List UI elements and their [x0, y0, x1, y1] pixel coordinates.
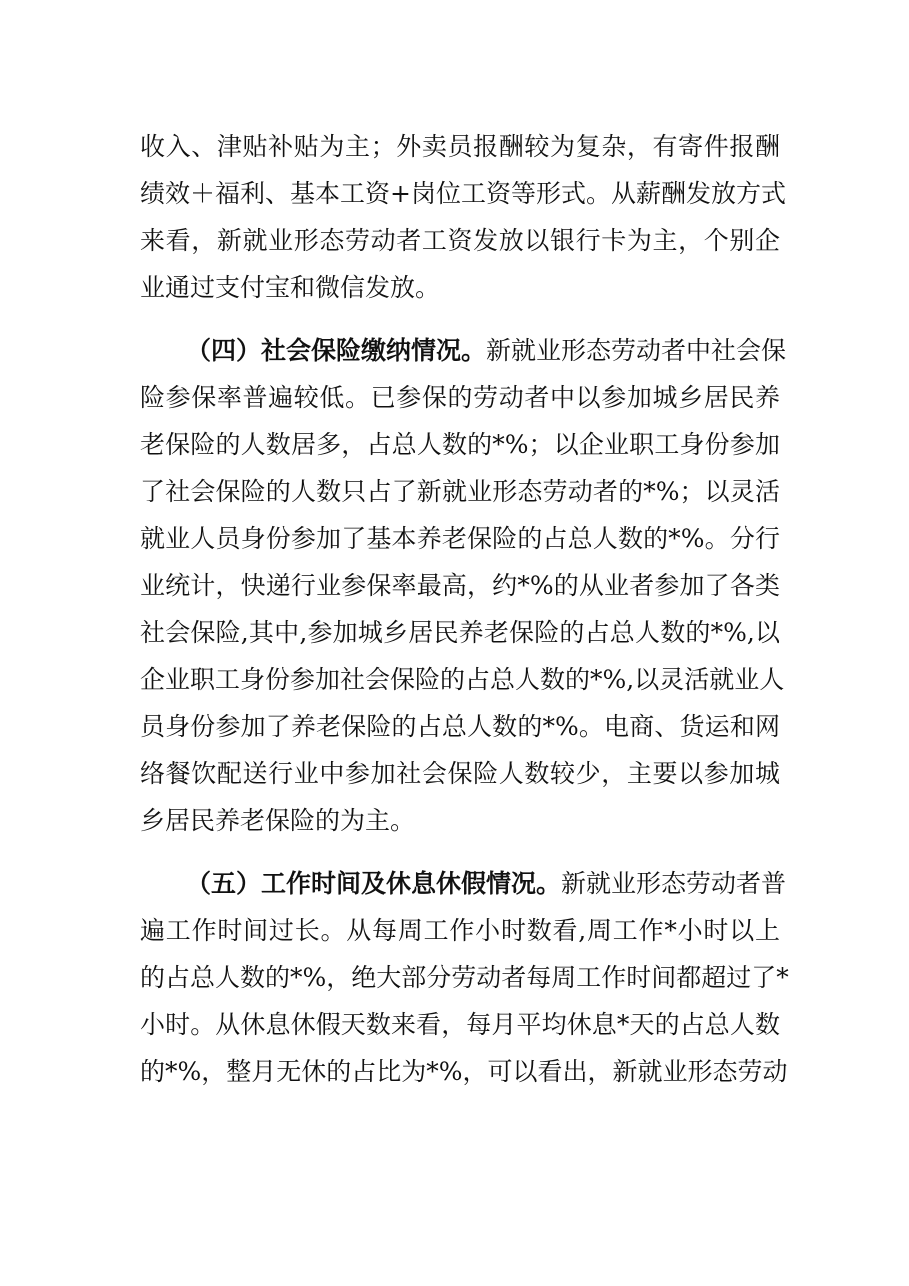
paragraph-line: 业通过支付宝和微信发放。	[140, 273, 441, 302]
section-4-first-line-text: 新就业形态劳动者中社会保	[486, 336, 787, 365]
paragraph-line: 绩效＋福利、基本工资+岗位工资等形式。从薪酬发放方式	[140, 179, 786, 208]
paragraph-line: 收入、津贴补贴为主；外卖员报酬较为复杂，有寄件报酬	[140, 132, 780, 161]
section-4-first-line	[186, 332, 787, 370]
paragraph-line: 就业人员身份参加了基本养老保险的占总人数的*%。分行	[140, 524, 780, 553]
paragraph-line: 员身份参加了养老保险的占总人数的*%。电商、货运和网	[140, 712, 780, 741]
paragraph-line: 险参保率普遍较低。已参保的劳动者中以参加城乡居民养	[140, 383, 780, 412]
paragraph-line: 来看，新就业形态劳动者工资发放以银行卡为主，个别企	[140, 226, 780, 255]
paragraph-line: 乡居民养老保险的为主。	[140, 806, 416, 835]
section-4-heading: （四）社会保险缴纳情况。	[186, 336, 487, 365]
paragraph-line: 社会保险,其中,参加城乡居民养老保险的占总人数的*%,以	[140, 618, 780, 647]
section-5-first-line	[186, 865, 787, 903]
paragraph-line: 企业职工身份参加社会保险的占总人数的*%,以灵活就业人	[140, 665, 785, 694]
paragraph-line: 了社会保险的人数只占了新就业形态劳动者的*%；以灵活	[140, 477, 780, 506]
paragraph-line: 的*%，整月无休的占比为*%，可以看出，新就业形态劳动	[140, 1057, 788, 1086]
section-5-heading: （五）工作时间及休息休假情况。	[186, 869, 562, 898]
paragraph-line: 小时。从休息休假天数来看，每月平均休息*天的占总人数	[140, 1010, 780, 1039]
paragraph-line: 络餐饮配送行业中参加社会保险人数较少，主要以参加城	[140, 759, 780, 788]
paragraph-line: 的占总人数的*%，绝大部分劳动者每周工作时间都超过了*	[140, 963, 789, 992]
section-5-first-line-text: 新就业形态劳动者普	[561, 869, 787, 898]
paragraph-line: 遍工作时间过长。从每周工作小时数看,周工作*小时以上	[140, 916, 780, 945]
paragraph-line: 业统计，快递行业参保率最高，约*%的从业者参加了各类	[140, 571, 780, 600]
paragraph-line: 老保险的人数居多，占总人数的*%；以企业职工身份参加	[140, 430, 780, 459]
